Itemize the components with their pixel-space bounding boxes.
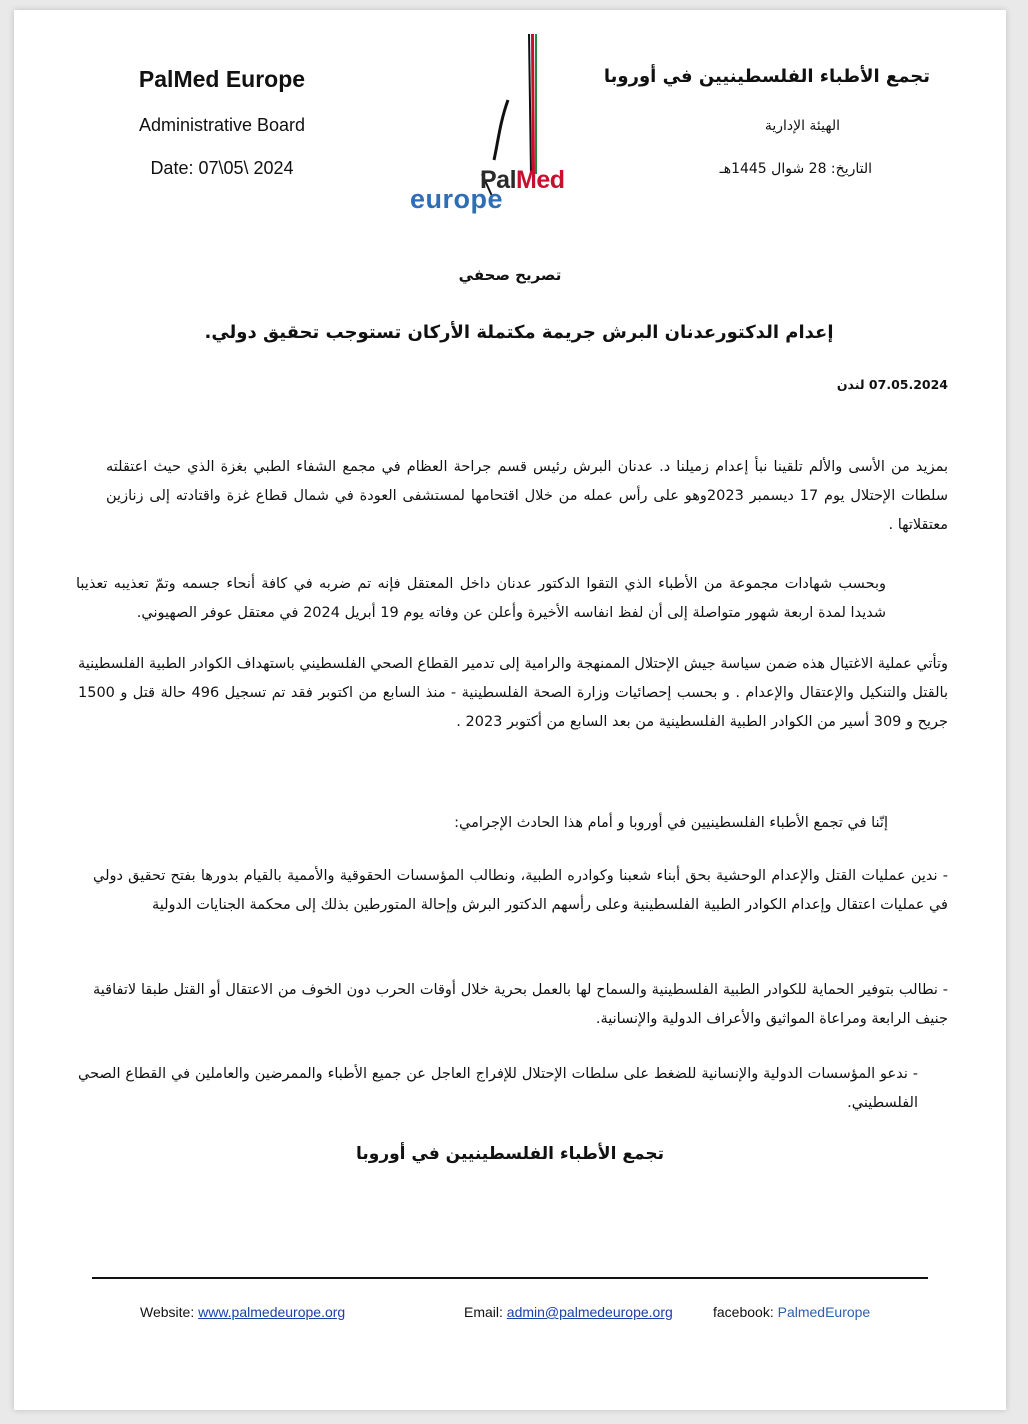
demand-item-1: - ندين عمليات القتل والإعدام الوحشية بحق أبناء شعبنا وكوادره الطبية، ونطالب المؤسسات الحقوقية والأممية بالقيام بدورها بفتح تحقيق دولي في عمليات اعتقال وإعدام الكوادر الطبية الفلسطينية وعلى رأسهم الدكتور البرش وإحالة المتورطين بذلك إلى محكمة الجنايات الدولية xyxy=(93,868,948,913)
demand-item-2: - نطالب بتوفير الحماية للكوادر الطبية الفلسطينية والسماح لها بالعمل بحرية خلال أوقات الحرب دون الخوف من الاعتقال أو القتل طبقا لاتفاقية جنيف الرابعة ومراعاة المواثيق والأعراف الدولية والإنسانية. xyxy=(93,982,948,1027)
demand-item-3: - ندعو المؤسسات الدولية والإنسانية للضغط على سلطات الإحتلال للإفراج العاجل عن جميع الأطباء والممرضين والعاملين في القطاع الصحي الفلسطيني. xyxy=(78,1066,918,1111)
website-label: Website: xyxy=(140,1304,195,1320)
signature: تجمع الأطباء الفلسطينيين في أوروبا xyxy=(356,1144,664,1164)
paragraph-3: وتأتي عملية الاغتيال هذه ضمن سياسة جيش الإحتلال الممنهجة والرامية إلى تدمير القطاع الصحي الفلسطيني باستهداف الكوادر الطبية الفلسطينية بالقتل والتنكيل والإعتقال والإعدام . و بحسب إحصائيات وزارة الصحة الفلسطينية - منذ السابع من اكتوبر فقد تم تسجيل 496 حالة قتل و 1500 جريح و 309 أسير من الكوادر الطبية الفلسطينية من بعد السابع من أكتوبر 2023 . xyxy=(78,656,948,730)
email-label: Email: xyxy=(464,1304,503,1320)
document-page xyxy=(14,10,1006,1410)
statement-intro: إنّنا في تجمع الأطباء الفلسطينيين في أوروبا و أمام هذا الحادث الإجرامي: xyxy=(454,815,888,831)
date-ar: التاريخ: 28 شوال 1445هـ xyxy=(719,161,872,177)
logo-europe-text: europe xyxy=(410,184,504,214)
board-name-en: Administrative Board xyxy=(138,115,306,135)
facebook-link[interactable]: PalmedEurope xyxy=(777,1304,871,1320)
logo-left-curve xyxy=(494,100,508,160)
footer-facebook xyxy=(713,1304,870,1320)
paragraph-1: بمزيد من الأسى والألم تلقينا نبأ إعدام زميلنا د. عدنان البرش رئيس قسم جراحة العظام في مجمع الشفاء الطبي بغزة الذي حيث اعتقلته سلطات الإحتلال يوم 17 ديسمبر 2023وهو على رأس عمله من خلال اقتحامها لمستشفى العودة في شمال قطاع غزة واقتادته إلى زنازين معتقلاتها . xyxy=(106,459,948,533)
footer-website xyxy=(140,1304,345,1320)
footer-email xyxy=(464,1304,673,1320)
org-name-ar: تجمع الأطباء الفلسطينيين في أوروبا xyxy=(603,66,930,87)
paragraph-2: وبحسب شهادات مجموعة من الأطباء الذي التقوا الدكتور عدنان داخل المعتقل فإنه تم ضربه في كافة أنحاء جسمه وتمّ تعذيبه تعذيبا شديدا لمدة اربعة شهور متواصلة إلى أن لفظ انفاسه الأخيرة وأعلن عن وفاته يوم 19 أبريل 2024 في معتقل عوفر الصهيوني. xyxy=(76,576,886,621)
logo-med-text: Med xyxy=(516,166,565,194)
org-name-en: PalMed Europe xyxy=(138,66,306,92)
website-link[interactable]: www.palmedeurope.org xyxy=(198,1304,346,1320)
footer-divider xyxy=(92,1277,928,1279)
board-name-ar: الهيئة الإدارية xyxy=(764,118,840,134)
facebook-label: facebook: xyxy=(713,1304,774,1320)
place-date: 07.05.2024 لندن xyxy=(836,377,948,392)
headline: إعدام الدكتورعدنان البرش جريمة مكتملة الأركان تستوجب تحقيق دولي. xyxy=(204,322,834,343)
logo-flag-stripes xyxy=(528,34,537,174)
date-en: Date: 07\05\ 2024 xyxy=(150,158,294,178)
logo-pal-text: Pal xyxy=(480,166,517,194)
email-link[interactable]: admin@palmedeurope.org xyxy=(506,1304,673,1320)
press-release-label: تصريح صحفي xyxy=(458,266,562,284)
